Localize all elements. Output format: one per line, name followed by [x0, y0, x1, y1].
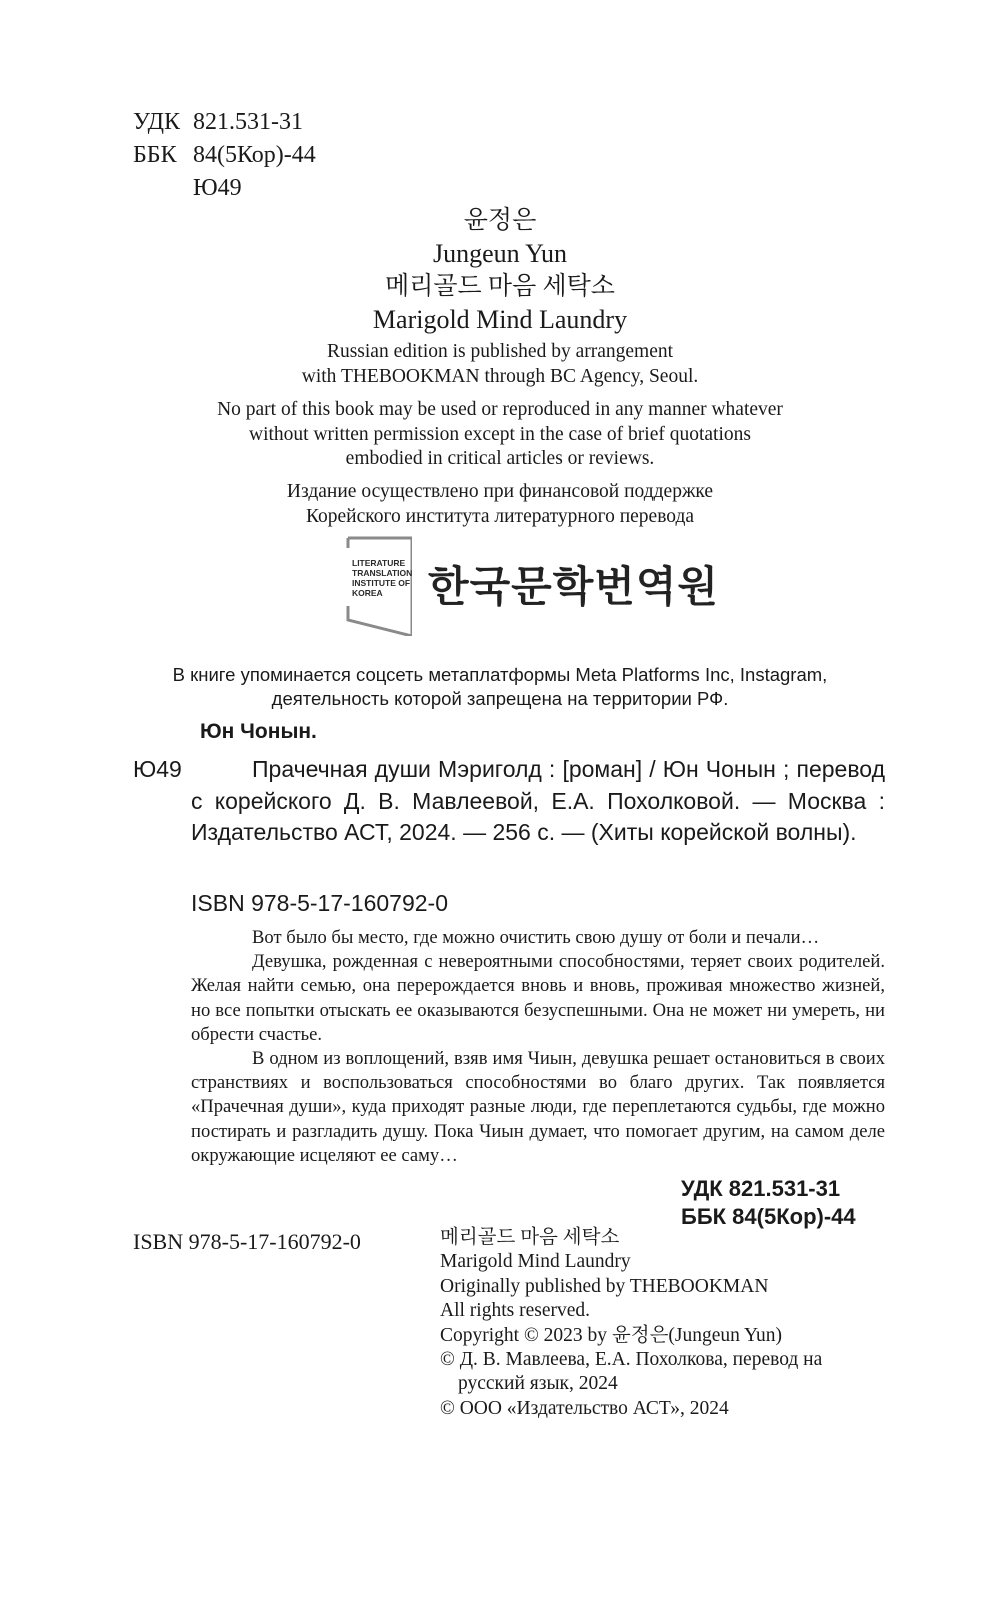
- author-sign: Ю49: [193, 175, 242, 201]
- copyright-block: [440, 1226, 910, 1421]
- title-english: Marigold Mind Laundry: [372, 305, 628, 334]
- legal-line: No part of this book may be used or reproduced in any manner whatever: [217, 399, 783, 420]
- meta-note: [0, 663, 1000, 711]
- support-notice: [0, 480, 1000, 529]
- logo-text: [352, 558, 412, 598]
- copyright-line: © Д. В. Мавлеева, Е.А. Похолкова, перевод на: [440, 1349, 823, 1371]
- copyright-line: Marigold Mind Laundry: [440, 1251, 631, 1273]
- support-line: Корейского института литературного перевода: [305, 505, 695, 527]
- meta-note-line: деятельность которой запрещена на территории РФ.: [271, 688, 729, 709]
- annotation-paragraph: Вот было бы место, где можно очистить свою душу от боли и печали…: [252, 927, 820, 948]
- udk-value: 821.531-31: [193, 109, 303, 135]
- description-text: Прачечная души Мэриголд : [роман] / Юн Чонын ; перевод с корейского Д. В. Мавлеевой, Е.А. Похолковой. — Москва : Издательство АСТ, 2024. — 256 с. — (Хиты корейской волны).: [191, 756, 885, 845]
- logo-text-line: INSTITUTE OF: [352, 578, 411, 588]
- legal-notice: [0, 398, 1000, 472]
- copyright-line: Originally published by THEBOOKMAN: [440, 1275, 769, 1297]
- title-korean: 메리골드 마음 세탁소: [385, 273, 615, 300]
- bibliographic-description: [191, 754, 885, 849]
- bottom-isbn: ISBN 978-5-17-160792-0: [133, 1229, 361, 1254]
- meta-note-line: В книге упоминается соцсеть метаплатформы Meta Platforms Inc, Instagram,: [172, 664, 828, 685]
- legal-line: without written permission except in the case of brief quotations: [248, 423, 751, 445]
- rights-line: Russian edition is published by arrangement: [326, 341, 674, 362]
- copyright-line: All rights reserved.: [440, 1300, 591, 1322]
- logo-text-line: LITERATURE: [352, 558, 406, 568]
- bottom-bbk: ББК 84(5Кор)-44: [681, 1204, 856, 1229]
- rights-line: with THEBOOKMAN through BC Agency, Seoul.: [301, 365, 699, 387]
- annotation-paragraph: В одном из воплощений, взяв имя Чиын, девушка решает остановиться в своих странствиях и воспользоваться способностями во благо других. Так появляется «Прачечная души», куда приходят разные люди, где переплетаются судьбы, где можно постирать и разгладить душу. Пока Чиын думает, что помогает другим, на самом деле окружающие исцеляют ее саму…: [191, 1048, 885, 1166]
- copyright-line: русский язык, 2024: [458, 1373, 618, 1395]
- logo-korean-name: 한국문학번역원: [428, 562, 720, 611]
- lti-korea-logo: [346, 536, 720, 646]
- logo-text-line: TRANSLATION: [352, 568, 413, 578]
- logo-text-line: KOREA: [352, 588, 383, 598]
- legal-line: embodied in critical articles or reviews.: [345, 448, 655, 469]
- classification-codes: [133, 106, 316, 205]
- bottom-udk: УДК 821.531-31: [681, 1176, 841, 1201]
- author-korean: 윤정은: [463, 207, 537, 234]
- original-credits: [0, 204, 1000, 336]
- bbk-label: ББК: [133, 142, 177, 168]
- udk-row: [133, 106, 316, 139]
- bbk-value: 84(5Кор)-44: [193, 142, 316, 168]
- author-latin: Jungeun Yun: [432, 239, 568, 268]
- copyright-line: © ООО «Издательство АСТ», 2024: [440, 1397, 729, 1419]
- bbk-row: [133, 139, 316, 172]
- author-heading: Юн Чонын.: [200, 720, 317, 743]
- bottom-codes: [681, 1175, 856, 1231]
- udk-label: УДК: [133, 109, 180, 135]
- copyright-line: Copyright © 2023 by 윤정은(Jungeun Yun): [440, 1324, 782, 1346]
- rights-notice: [0, 340, 1000, 389]
- copyright-line: 메리골드 마음 세탁소: [440, 1227, 620, 1248]
- support-line: Издание осуществлено при финансовой поддержке: [286, 481, 714, 502]
- annotation-paragraph: Девушка, рожденная с невероятными способностями, теряет своих родителей. Желая найти семью, она перерождается вновь и вновь, проживая множество жизней, но все попытки отыскать ее оказываются безуспешными. Она не может ни умереть, ни обрести счастье.: [191, 951, 885, 1045]
- isbn: ISBN 978-5-17-160792-0: [191, 890, 448, 916]
- author-code: Ю49: [133, 756, 182, 782]
- annotation: [191, 926, 885, 1168]
